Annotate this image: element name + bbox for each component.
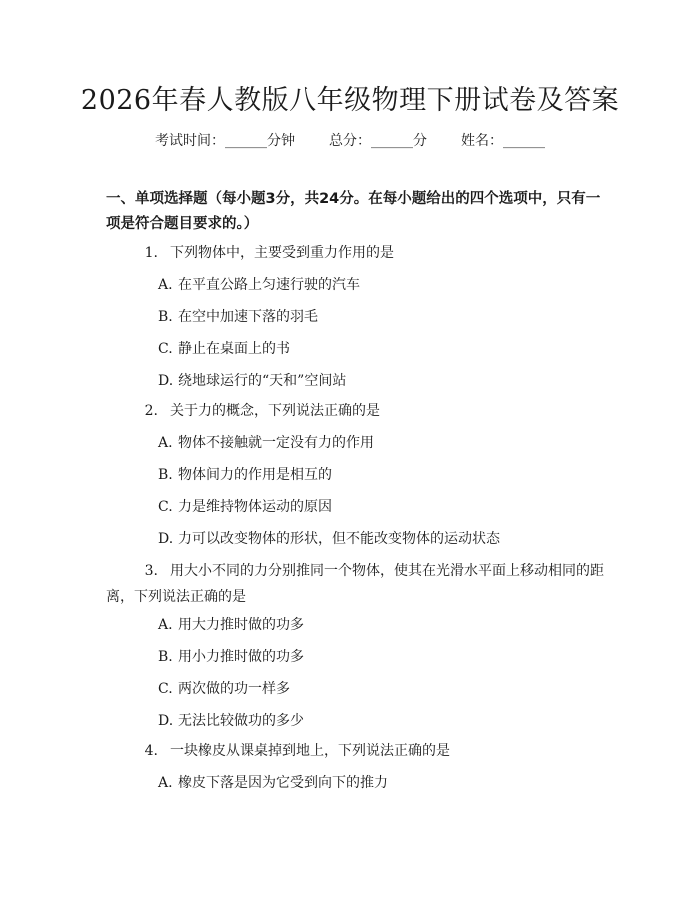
option-letter: D. xyxy=(158,531,174,547)
question-text: 下列物体中，主要受到重力作用的是 xyxy=(170,245,394,261)
time-field: 考试时间：______分钟 xyxy=(155,133,295,149)
option-letter: A. xyxy=(158,617,173,633)
option-letter: B. xyxy=(158,649,173,665)
option-text: 力是维持物体运动的原因 xyxy=(178,499,332,515)
question-3 xyxy=(106,558,604,610)
question-4 xyxy=(106,738,604,764)
option-text: 物体不接触就一定没有力的作用 xyxy=(178,435,374,451)
option-letter: B. xyxy=(158,309,173,325)
option-text: 两次做的功一样多 xyxy=(178,681,290,697)
score-field: 总分：______分 xyxy=(329,133,427,149)
option-1a xyxy=(158,275,360,295)
question-number: 3. xyxy=(144,563,158,579)
option-letter: D. xyxy=(158,373,174,389)
option-text: 绕地球运行的“天和”空间站 xyxy=(178,373,347,389)
question-text: 用大小不同的力分别推同一个物体，使其在光滑水平面上移动相同的距离，下列说法正确的是 xyxy=(106,563,604,605)
option-letter: A. xyxy=(158,277,173,293)
exam-meta xyxy=(0,130,700,150)
option-2b xyxy=(158,465,332,485)
option-1d xyxy=(158,371,346,391)
question-number: 1. xyxy=(144,245,158,261)
question-number: 2. xyxy=(144,403,158,419)
option-letter: C. xyxy=(158,341,173,357)
option-letter: D. xyxy=(158,713,174,729)
question-2 xyxy=(106,398,604,424)
question-text: 一块橡皮从课桌掉到地上，下列说法正确的是 xyxy=(170,743,450,759)
option-text: 橡皮下落是因为它受到向下的推力 xyxy=(178,775,388,791)
option-text: 静止在桌面上的书 xyxy=(178,341,290,357)
option-text: 用小力推时做的功多 xyxy=(178,649,304,665)
option-2c xyxy=(158,497,332,517)
option-1c xyxy=(158,339,290,359)
option-text: 物体间力的作用是相互的 xyxy=(178,467,332,483)
option-text: 无法比较做功的多少 xyxy=(178,713,304,729)
page-title: 2026年春人教版八年级物理下册试卷及答案 xyxy=(80,85,620,116)
option-text: 在空中加速下落的羽毛 xyxy=(178,309,318,325)
option-text: 力可以改变物体的形状，但不能改变物体的运动状态 xyxy=(178,531,500,547)
option-letter: C. xyxy=(158,499,173,515)
question-text: 关于力的概念，下列说法正确的是 xyxy=(170,403,380,419)
question-number: 4. xyxy=(144,743,158,759)
option-1b xyxy=(158,307,318,327)
option-text: 在平直公路上匀速行驶的汽车 xyxy=(178,277,360,293)
name-field: 姓名：______ xyxy=(461,133,545,149)
option-letter: A. xyxy=(158,775,173,791)
option-letter: A. xyxy=(158,435,173,451)
option-letter: B. xyxy=(158,467,173,483)
section-heading: 一、单项选择题（每小题3分，共24分。在每小题给出的四个选项中，只有一项是符合题目要求的。） xyxy=(106,191,601,232)
option-4a xyxy=(158,773,388,793)
option-letter: C. xyxy=(158,681,173,697)
question-1 xyxy=(106,240,604,266)
option-2a xyxy=(158,433,374,453)
option-3a xyxy=(158,615,304,635)
option-text: 用大力推时做的功多 xyxy=(178,617,304,633)
option-3c xyxy=(158,679,290,699)
option-2d xyxy=(158,529,500,549)
option-3d xyxy=(158,711,304,731)
option-3b xyxy=(158,647,304,667)
